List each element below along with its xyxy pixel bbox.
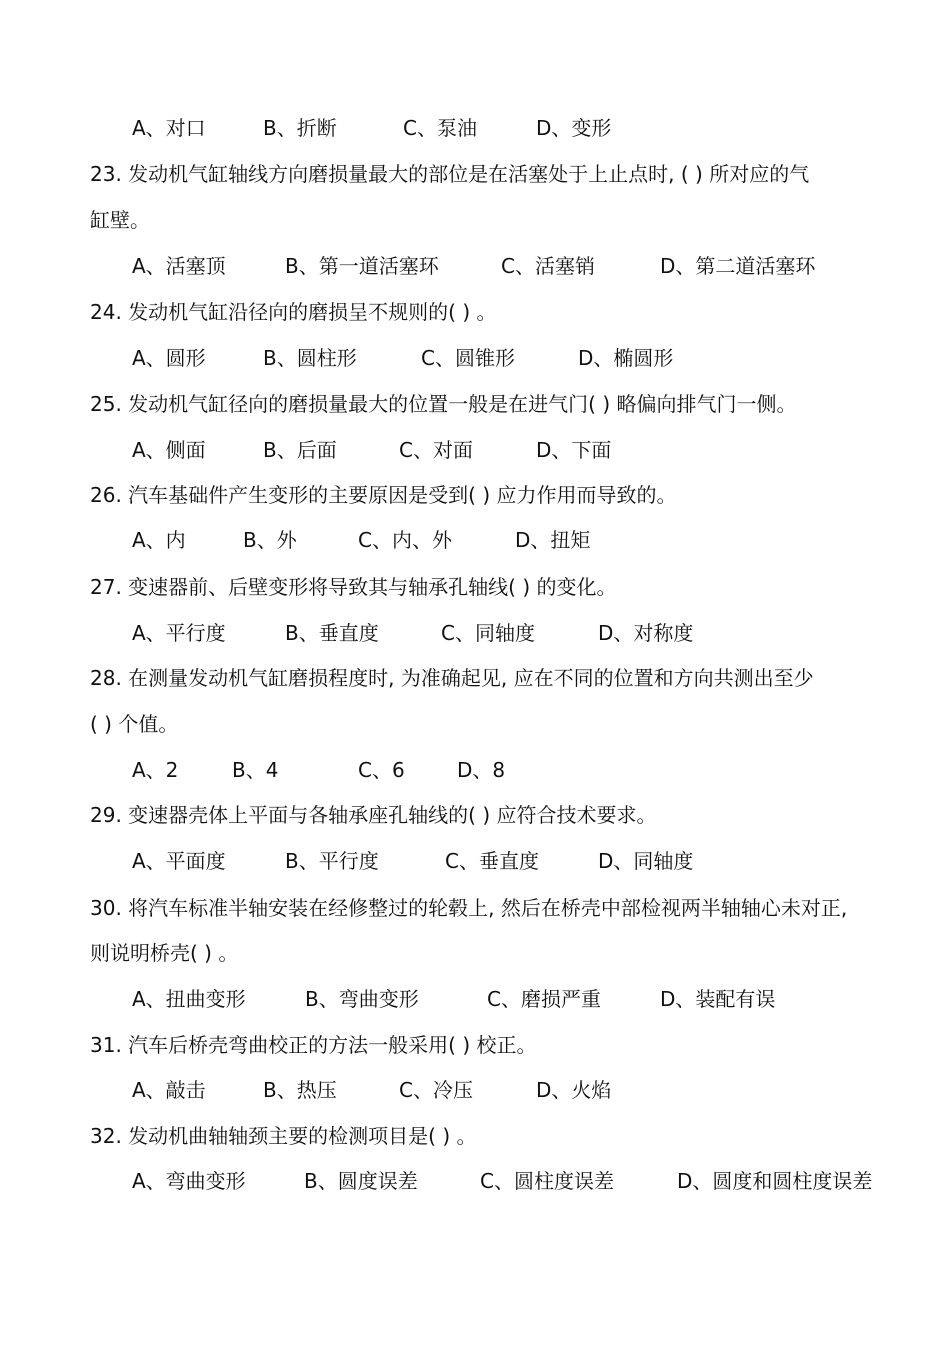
option-c: C、泵油 (403, 116, 477, 140)
options-row (132, 343, 950, 373)
option-a: A、敲击 (132, 1078, 206, 1102)
option-a: A、对口 (132, 116, 206, 140)
option-c: C、磨损严重 (487, 987, 601, 1011)
question-text: 30. 将汽车标准半轴安装在经修整过的轮毂上, 然后在桥壳中部检视两半轴轴心未对正, (90, 896, 848, 920)
option-c: C、活塞销 (501, 254, 595, 278)
options-row (132, 251, 950, 281)
option-c: C、内、外 (358, 528, 452, 552)
options-row (132, 1075, 950, 1105)
question-text: 25. 发动机气缸径向的磨损量最大的位置一般是在进气门( ) 略偏向排气门一侧。 (90, 392, 797, 416)
option-a: A、圆形 (132, 346, 206, 370)
option-d: D、椭圆形 (578, 346, 674, 370)
question-text-continued: ( ) 个值。 (90, 712, 179, 736)
option-d: D、8 (457, 758, 506, 782)
option-d: D、圆度和圆柱度误差 (677, 1169, 873, 1193)
option-c: C、6 (358, 758, 405, 782)
option-b: B、圆柱形 (263, 346, 357, 370)
option-a: A、平面度 (132, 849, 226, 873)
option-a: A、侧面 (132, 438, 206, 462)
option-d: D、对称度 (598, 621, 694, 645)
options-row (132, 755, 950, 785)
question-text: 29. 变速器壳体上平面与各轴承座孔轴线的( ) 应符合技术要求。 (90, 803, 657, 827)
option-d: D、下面 (536, 438, 612, 462)
option-d: D、火焰 (536, 1078, 612, 1102)
options-row (132, 525, 950, 555)
question-text: 31. 汽车后桥壳弯曲校正的方法一般采用( ) 校正。 (90, 1033, 537, 1057)
question-text: 23. 发动机气缸轴线方向磨损量最大的部位是在活塞处于上止点时, ( ) 所对应的气 (90, 162, 810, 186)
options-row (132, 435, 950, 465)
option-a: A、弯曲变形 (132, 1169, 246, 1193)
question-text-continued: 则说明桥壳( ) 。 (90, 941, 239, 965)
option-a: A、平行度 (132, 621, 226, 645)
question-text: 27. 变速器前、后壁变形将导致其与轴承孔轴线( ) 的变化。 (90, 575, 617, 599)
option-d: D、同轴度 (598, 849, 694, 873)
question-text: 26. 汽车基础件产生变形的主要原因是受到( ) 应力作用而导致的。 (90, 483, 677, 507)
option-b: B、弯曲变形 (305, 987, 419, 1011)
option-b: B、平行度 (285, 849, 379, 873)
option-c: C、圆锥形 (421, 346, 515, 370)
option-b: B、外 (243, 528, 297, 552)
option-d: D、装配有误 (660, 987, 776, 1011)
option-a: A、活塞顶 (132, 254, 226, 278)
option-d: D、第二道活塞环 (660, 254, 816, 278)
options-row (132, 1166, 950, 1196)
option-c: C、同轴度 (441, 621, 535, 645)
options-row (132, 618, 950, 648)
option-d: D、扭矩 (515, 528, 591, 552)
option-b: B、后面 (263, 438, 337, 462)
option-b: B、4 (232, 758, 279, 782)
question-text: 28. 在测量发动机气缸磨损程度时, 为准确起见, 应在不同的位置和方向共测出至少 (90, 666, 814, 690)
option-a: A、内 (132, 528, 186, 552)
option-c: C、垂直度 (445, 849, 539, 873)
options-row (132, 846, 950, 876)
question-text: 24. 发动机气缸沿径向的磨损呈不规则的( ) 。 (90, 300, 497, 324)
question-text: 32. 发动机曲轴轴颈主要的检测项目是( ) 。 (90, 1124, 477, 1148)
option-c: C、对面 (399, 438, 473, 462)
option-c: C、冷压 (399, 1078, 473, 1102)
option-c: C、圆柱度误差 (480, 1169, 614, 1193)
option-b: B、折断 (263, 116, 337, 140)
option-b: B、垂直度 (285, 621, 379, 645)
option-a: A、2 (132, 758, 179, 782)
options-row (132, 984, 950, 1014)
option-b: B、第一道活塞环 (285, 254, 439, 278)
options-row (132, 113, 950, 143)
option-d: D、变形 (536, 116, 612, 140)
option-b: B、圆度误差 (304, 1169, 418, 1193)
option-a: A、扭曲变形 (132, 987, 246, 1011)
question-text-continued: 缸壁。 (90, 208, 150, 232)
option-b: B、热压 (263, 1078, 337, 1102)
